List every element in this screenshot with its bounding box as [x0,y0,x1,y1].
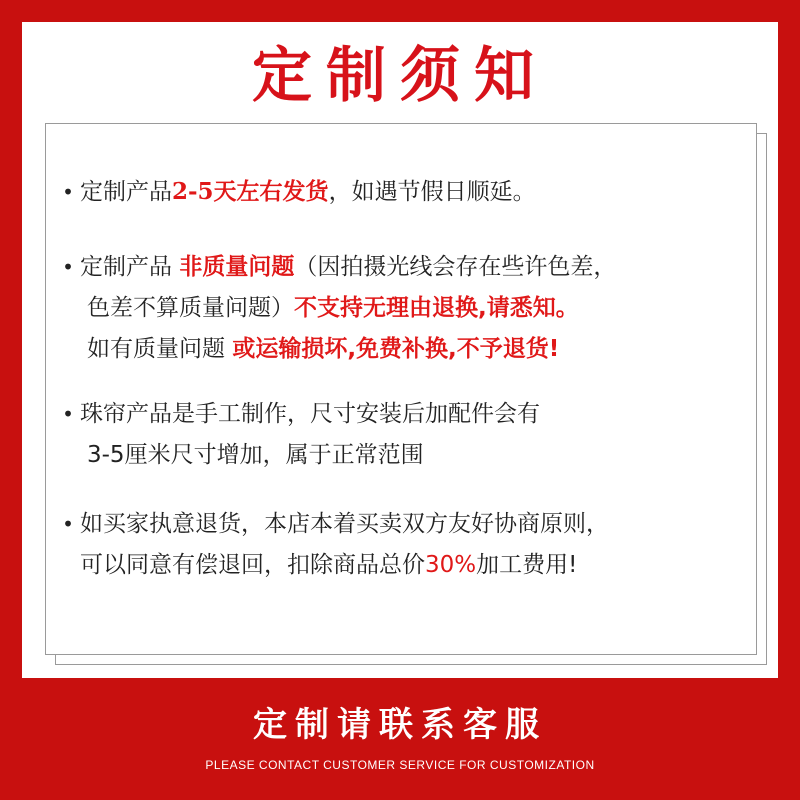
contact-subheading: PLEASE CONTACT CUSTOMER SERVICE FOR CUSTOMIZATION [205,758,595,772]
no-return-warning: 不支持无理由退换,请悉知。 [294,295,579,321]
bullet-icon: • [62,180,74,204]
non-quality-issue: 非质量问题 [179,254,295,280]
notice-item-shipping: • 定制产品2-5天左右发货，如遇节假日顺延。 [56,171,746,213]
notice-card [45,123,757,655]
shipping-time: 2-5天左右发货 [172,178,329,205]
bullet-icon: • [62,255,74,279]
notice-item-handmade: • 珠帘产品是手工制作，尺寸安装后加配件会有 3-5厘米尺寸增加，属于正常范围 [56,394,746,476]
damage-policy: 或运输损坏,免费补换,不予退货! [232,336,560,362]
bullet-icon: • [62,512,74,536]
fee-percent: 30% [425,552,477,578]
bullet-icon: • [62,402,74,426]
notice-item-paid-return: • 如买家执意退货，本店本着买卖双方友好协商原则， 可以同意有偿退回，扣除商品总价30%加工费用! [56,504,746,586]
contact-heading: 定制请联系客服 [253,705,547,745]
page-title: 定制须知 [252,41,548,111]
notice-item-returns: • 定制产品 非质量问题（因拍摄光线会存在些许色差， 色差不算质量问题）不支持无理由退换,请悉知。 如有质量问题 或运输损坏,免费补换,不予退货! [56,247,746,370]
